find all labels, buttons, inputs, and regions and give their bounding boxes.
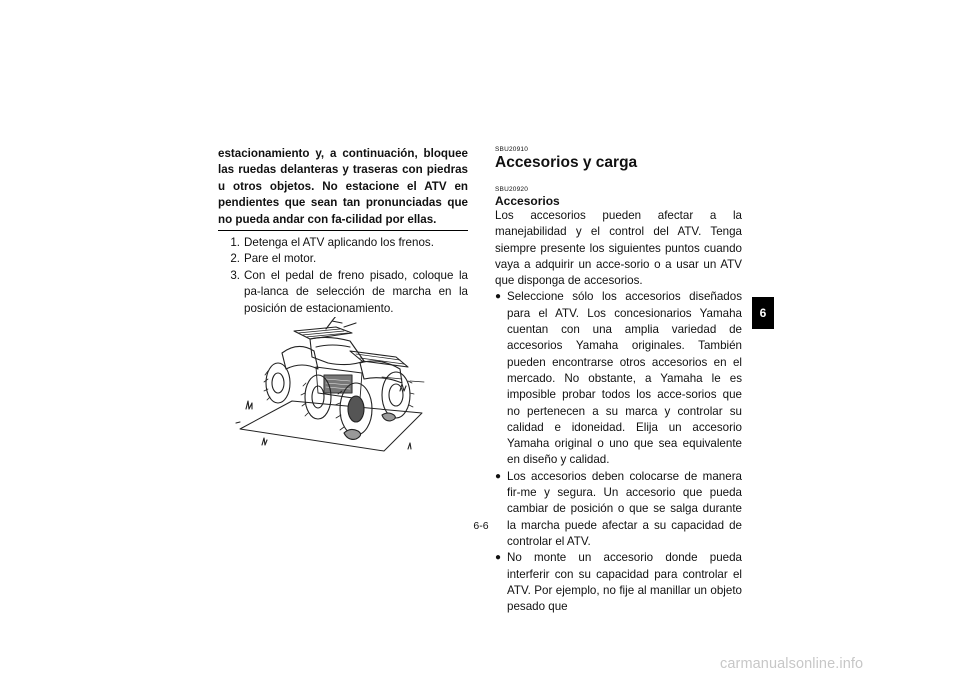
- step-number: 2.: [230, 252, 240, 266]
- page-number: 6-6: [473, 520, 489, 532]
- intro-paragraph: Los accesorios pueden afectar a la manejabilidad y el control del ATV. Tenga siempre presente los siguientes puntos cuando vaya a adquirir un acce-sorio o a usar un ATV que disponga de accesorios.: [495, 209, 742, 288]
- bullet-text: Los accesorios deben colocarse de manera fir-me y segura. Un accesorio que pueda cambiar de posición o que se salga durante la marcha puede afectar a su capacidad de controlar el ATV.: [507, 469, 742, 548]
- procedure-step: [218, 251, 468, 267]
- watermark-text: carmanualsonline.info: [720, 656, 864, 672]
- bullet-dot-icon: ●: [495, 291, 502, 303]
- bullet-text: No monte un accesorio donde pueda interferir con su capacidad para controlar el ATV. Por ejemplo, no fije al manillar un objeto pesado que: [507, 551, 742, 614]
- left-column: [218, 146, 468, 317]
- procedure-steps: [218, 235, 468, 317]
- step-text: Detenga el ATV aplicando los frenos.: [244, 236, 434, 250]
- section-title: Accesorios y carga: [495, 154, 638, 171]
- bullet-list: [495, 289, 742, 615]
- step-text: Con el pedal de freno pisado, coloque la pa-lanca de selección de marcha en la posición de estacionamiento.: [244, 268, 468, 315]
- step-text: Pare el motor.: [244, 252, 317, 266]
- bullet-item: [495, 289, 742, 468]
- bullet-dot-icon: ●: [495, 470, 502, 482]
- warning-divider: [218, 230, 468, 231]
- atv-parked-illustration: [232, 317, 428, 457]
- section-code: SBU20910: [495, 146, 529, 153]
- bullet-item: [495, 550, 742, 615]
- bullet-text: Seleccione sólo los accesorios diseñados para el ATV. Los concesionarios Yamaha cuentan con una amplia variedad de accesorios Yamaha originales. También pueden encontrarse otros accesorios en el mercado. No obstante, a Yamaha le es imposible probar todos los acce-sorios que no pertenecen a su marca y controlar su calidad e idoneidad. Elija un accesorio Yamaha original o uno que sea equivalente en diseño y calidad.: [507, 290, 742, 467]
- step-number: 1.: [230, 236, 240, 250]
- step-number: 3.: [230, 268, 240, 282]
- bullet-dot-icon: ●: [495, 552, 502, 564]
- procedure-step: [218, 268, 468, 317]
- bullet-item: [495, 469, 742, 550]
- warning-text: estacionamiento y, a continuación, bloquee las ruedas delanteras y traseras con piedras u otros objetos. No estacione el ATV en pendientes que sean tan pronunciadas que no pueda andar con fa-cilidad por ellas.: [218, 147, 468, 226]
- right-column: [495, 146, 742, 615]
- procedure-step: [218, 235, 468, 251]
- subsection-title: Accesorios: [495, 194, 560, 208]
- chapter-tab: 6: [752, 297, 774, 329]
- subsection-code: SBU20920: [495, 186, 529, 193]
